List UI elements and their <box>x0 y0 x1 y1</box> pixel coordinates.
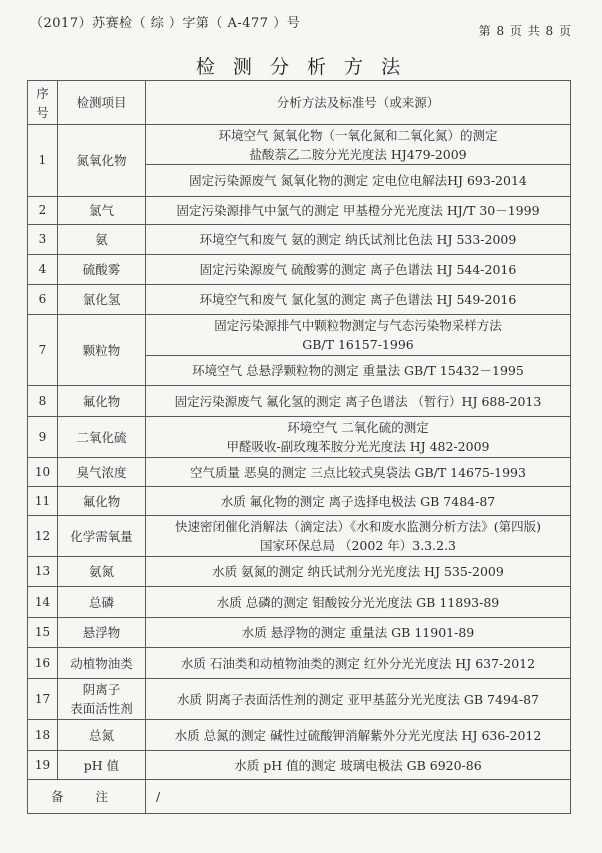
analysis-method <box>146 487 571 516</box>
method-line: 水质 石油类和动植物油类的测定 红外分光光度法 HJ 637-2012 <box>180 655 536 671</box>
analysis-method <box>146 720 571 751</box>
analysis-method <box>146 125 571 165</box>
method-line: GB/T 16157-1996 <box>302 337 414 352</box>
table-row <box>28 315 571 356</box>
table-row <box>28 386 571 417</box>
table-row <box>28 516 571 557</box>
method-line: 水质 阴离子表面活性剂的测定 亚甲基蓝分光光度法 GB 7494-87 <box>176 691 539 707</box>
method-line: 水质 总磷的测定 钼酸铵分光光度法 GB 11893-89 <box>216 594 500 610</box>
row-number: 3 <box>28 225 58 255</box>
row-number: 15 <box>28 618 58 648</box>
test-item: 悬浮物 <box>58 618 146 648</box>
analysis-method <box>146 557 571 587</box>
col-header-item: 检测项目 <box>58 81 146 125</box>
analysis-method <box>146 197 571 225</box>
row-number: 13 <box>28 557 58 587</box>
table-row <box>28 225 571 255</box>
analysis-method <box>146 587 571 618</box>
analysis-method <box>146 386 571 417</box>
remark-value: / <box>146 780 571 814</box>
col-header-method: 分析方法及标准号（或来源） <box>146 81 571 125</box>
test-item: 氨 <box>58 225 146 255</box>
row-number: 4 <box>28 255 58 285</box>
table-row <box>28 648 571 679</box>
method-line: 环境空气 总悬浮颗粒物的测定 重量法 GB/T 15432－1995 <box>192 363 524 378</box>
table-row <box>28 255 571 285</box>
method-line: 固定污染源排气中颗粒物测定与气态污染物采样方法 <box>214 318 502 333</box>
row-number: 11 <box>28 487 58 516</box>
page-title: 检 测 分 析 方 法 <box>195 56 407 78</box>
method-line: 环境空气 氮氧化物（一氧化氮和二氧化氮）的测定 <box>218 127 498 143</box>
analysis-method <box>146 648 571 679</box>
test-item: 硫酸雾 <box>58 255 146 285</box>
test-item: 氮氧化物 <box>58 125 146 197</box>
table-row <box>28 587 571 618</box>
table-row <box>28 197 571 225</box>
test-item: 总磷 <box>58 587 146 618</box>
row-number: 7 <box>28 315 58 386</box>
analysis-method <box>146 356 571 386</box>
row-number: 12 <box>28 516 58 557</box>
analysis-method <box>146 751 571 780</box>
test-item: pH 值 <box>58 751 146 780</box>
test-item: 氯气 <box>58 197 146 225</box>
method-line: 水质 悬浮物的测定 重量法 GB 11901-89 <box>241 625 475 640</box>
test-item: 氨氮 <box>58 557 146 587</box>
analysis-method <box>146 458 571 487</box>
report-number: （2017）苏赛检（ 综 ）字第（ A-477 ）号 <box>30 16 301 31</box>
test-item: 氟化物 <box>58 487 146 516</box>
method-line: 甲醛吸收-副玫瑰苯胺分光光度法 HJ 482-2009 <box>226 439 490 454</box>
row-number: 9 <box>28 417 58 458</box>
method-line: 空气质量 恶臭的测定 三点比较式臭袋法 GB/T 14675-1993 <box>190 464 526 480</box>
analysis-method <box>146 618 571 648</box>
method-line: 水质 氟化物的测定 离子选择电极法 GB 7484-87 <box>220 493 496 509</box>
row-number: 17 <box>28 679 58 720</box>
row-number: 2 <box>28 197 58 225</box>
method-line: 水质 氨氮的测定 纳氏试剂分光光度法 HJ 535-2009 <box>212 564 504 579</box>
table-row <box>28 557 571 587</box>
analysis-method <box>146 255 571 285</box>
method-line: 固定污染源废气 氟化氢的测定 离子色谱法 （暂行）HJ 688-2013 <box>174 393 542 409</box>
method-line: 固定污染源废气 氮氧化物的测定 定电位电解法HJ 693-2014 <box>189 173 527 188</box>
table-header-row <box>28 81 571 125</box>
test-item: 阴离子 表面活性剂 <box>58 679 146 720</box>
table-row <box>28 285 571 315</box>
remark-label: 备 注 <box>28 780 146 814</box>
table-row <box>28 125 571 165</box>
table-row <box>28 720 571 751</box>
row-number: 18 <box>28 720 58 751</box>
method-line: 盐酸萘乙二胺分光光度法 HJ479-2009 <box>249 146 467 162</box>
method-line: 环境空气 二氧化硫的测定 <box>287 420 429 435</box>
test-item: 氟化物 <box>58 386 146 417</box>
method-line: 水质 pH 值的测定 玻璃电极法 GB 6920-86 <box>234 757 482 773</box>
methods-table <box>27 80 571 814</box>
test-item: 总氮 <box>58 720 146 751</box>
table-row <box>28 751 571 780</box>
test-item: 动植物油类 <box>58 648 146 679</box>
table-row <box>28 458 571 487</box>
col-header-no: 序 号 <box>28 81 58 125</box>
analysis-method <box>146 315 571 356</box>
method-line: 快速密闭催化消解法（滴定法）《水和废水监测分析方法》(第四版) <box>174 519 541 534</box>
test-item: 化学需氧量 <box>58 516 146 557</box>
analysis-method <box>146 417 571 458</box>
method-line: 水质 总氮的测定 碱性过硫酸钾消解紫外分光光度法 HJ 636-2012 <box>174 727 542 743</box>
analysis-method <box>146 516 571 557</box>
row-number: 10 <box>28 458 58 487</box>
test-item: 颗粒物 <box>58 315 146 386</box>
table-row <box>28 679 571 720</box>
method-line: 环境空气和废气 氯化氢的测定 离子色谱法 HJ 549-2016 <box>199 292 517 307</box>
row-number: 16 <box>28 648 58 679</box>
table-row <box>28 417 571 458</box>
analysis-method <box>146 285 571 315</box>
test-item: 二氧化硫 <box>58 417 146 458</box>
method-line: 固定污染源排气中氯气的测定 甲基橙分光光度法 HJ/T 30－1999 <box>176 203 540 218</box>
method-line: 国家环保总局 （2002 年）3.3.2.3 <box>260 538 456 553</box>
row-number: 6 <box>28 285 58 315</box>
table-row <box>28 618 571 648</box>
test-item: 氯化氢 <box>58 285 146 315</box>
row-number: 8 <box>28 386 58 417</box>
analysis-method <box>146 679 571 720</box>
remark-row <box>28 780 571 814</box>
analysis-method <box>146 165 571 197</box>
method-line: 固定污染源废气 硫酸雾的测定 离子色谱法 HJ 544-2016 <box>199 262 517 277</box>
table-row <box>28 487 571 516</box>
row-number: 14 <box>28 587 58 618</box>
method-line: 环境空气和废气 氨的测定 纳氏试剂比色法 HJ 533-2009 <box>199 232 517 247</box>
row-number: 19 <box>28 751 58 780</box>
test-item: 臭气浓度 <box>58 458 146 487</box>
page-info: 第 8 页 共 8 页 <box>478 24 572 38</box>
analysis-method <box>146 225 571 255</box>
row-number: 1 <box>28 125 58 197</box>
